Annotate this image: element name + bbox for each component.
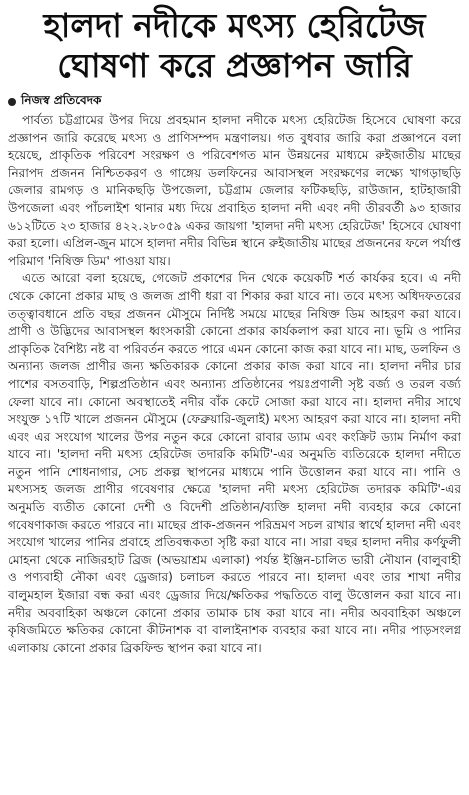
bullet-icon <box>8 98 16 106</box>
article-body <box>8 112 461 657</box>
paragraph-2: এতে আরো বলা হয়েছে, গেজেট প্রকাশের দিন থেকে কয়েকটি শর্ত কার্যকর হবে। এ নদী থেকে কোনো প্রকার মাছ ও জলজ প্রাণী ধরা বা শিকার করা যাবে না। তবে মৎস্য অধিদফতরের তত্ত্বাবধানে প্রতি বছর প্রজনন মৌসুমে নির্দিষ্ট সময়ে মাছের নিষিক্ত ডিম আহরণ করা যাবে। প্রাণী ও উদ্ভিদের আবাসস্থল ধ্বংসকারী কোনো প্রকার কার্যকলাপ করা যাবে না। ভূমি ও পানির প্রাকৃতিক বৈশিষ্ট্য নষ্ট বা পরিবর্তন করতে পারে এমন কোনো কাজ করা যাবে না। মাছ, ডলফিন ও অন্যান্য জলজ প্রাণীর জন্য ক্ষতিকারক কোনো প্রকার কাজ করা যাবে না। হালদা নদীর চার পাশের বসতবাড়ি, শিল্পপ্রতিষ্ঠান এবং অন্যান্য প্রতিষ্ঠানের পয়ঃপ্রণালী সৃষ্ট বর্জ্য ও তরল বর্জ্য ফেলা যাবে না। কোনো অবস্থাতেই নদীর বাঁক কেটে সোজা করা যাবে না। হালদা নদীর সাথে সংযুক্ত ১৭টি খালে প্রজনন মৌসুমে (ফেব্রুয়ারি-জুলাই) মৎস্য আহরণ করা যাবে না। হালদা নদী এবং এর সংযোগ খালের উপর নতুন করে কোনো রাবার ড্যাম এবং কংক্রিট ড্যাম নির্মাণ করা যাবে না। 'হালদা নদী মৎস্য হেরিটেজ তদারকি কমিটি'-এর অনুমতি ব্যতিরেকে হালদা নদীতে নতুন পানি শোধনাগার, সেচ প্রকল্প স্থাপনের মাধ্যমে পানি উত্তোলন করা যাবে না। পানি ও মৎস্যসহ জলজ প্রাণীর গবেষণার ক্ষেত্রে 'হালদা নদী মৎস্য হেরিটেজ তদারক কমিটি'-এর অনুমতি ব্যতীত কোনো দেশী ও বিদেশী প্রতিষ্ঠান/ব্যক্তি হালদা নদী ব্যবহার করে কোনো গবেষণাকাজ করতে পারবে না। মাছের প্রাক-প্রজনন পরিভ্রমণ সচল রাখার স্বার্থে হালদা নদী এবং সংযোগ খালের পানির প্রবাহে প্রতিবন্ধকতা সৃষ্টি করা যাবে না। সারা বছর হালদা নদীর কর্ণফুলী মোহনা থেকে নাজিরহাট ব্রিজ (অভয়াশ্রম এলাকা) পর্যন্ত ইঞ্জিন-চালিত ভারী নৌযান (বালুবাহী ও পণ্যবাহী নৌকা এবং ড্রেজার) চলাচল করতে পারবে না। হালদা এবং তার শাখা নদীর বালুমহাল ইজারা বন্ধ করা এবং ড্রেজার দিয়ে/ক্ষতিকর পদ্ধতিতে বালু উত্তোলন করা যাবে না। নদীর অববাহিকা অঞ্চলে কোনো প্রকার তামাক চাষ করা যাবে না। নদীর অববাহিকা অঞ্চলে কৃষিজমিতে ক্ষতিকর কোনো কীটনাশক বা বালাইনাশক ব্যবহার করা যাবে না। নদীর পাড়সংলগ্ন এলাকায় কোনো প্রকার ব্রিকফিল্ড স্থাপন করা যাবে না। <box>8 271 461 655</box>
headline <box>8 6 461 86</box>
byline <box>8 94 461 110</box>
headline-line-1: হালদা নদীকে মৎস্য হেরিটেজ <box>43 6 426 45</box>
byline-text: নিজস্ব প্রতিবেদক <box>21 93 102 107</box>
paragraph-1: পার্বত্য চট্টগ্রামের উপর দিয়ে প্রবহমান হালদা নদীকে মৎস্য হেরিটেজ হিসেবে ঘোষণা করে প্রজ্ঞাপন জারি করেছে মৎস্য ও প্রাণিসম্পদ মন্ত্রণালয়। গত বুধবার জারি করা প্রজ্ঞাপনে বলা হয়েছে, প্রাকৃতিক পরিবেশ সংরক্ষণ ও পরিবেশগত মান উন্নয়নের মাধ্যমে রুইজাতীয় মাছের নিরাপদ প্রজনন নিশ্চিতকরণ ও গাঙ্গেয় ডলফিনের আবাসস্থল সংরক্ষণের লক্ষ্যে খাগড়াছড়ি জেলার রামগড় ও মানিকছড়ি উপজেলা, চট্টগ্রাম জেলার ফটিকছড়ি, রাউজান, হাটহাজারী উপজেলা এবং পাঁচলাইশ থানার মধ্য দিয়ে প্রবাহিত হালদা নদী এবং নদী তীরবর্তী ৯৩ হাজার ৬১২টিতে ২৩ হাজার ৪২২.২৮০৫৯ একর জায়গা 'হালদা নদী মৎস্য হেরিটেজ' হিসেবে ঘোষণা করা হলো। এপ্রিল-জুন মাসে হালদা নদীর বিভিন্ন স্থানে রুইজাতীয় মাছের প্রজননের ফলে পর্যাপ্ত পরিমাণ 'নিষিক্ত ডিম' পাওয়া যায়। <box>8 113 461 268</box>
headline-line-2: ঘোষণা করে প্রজ্ঞাপন জারি <box>57 46 412 85</box>
